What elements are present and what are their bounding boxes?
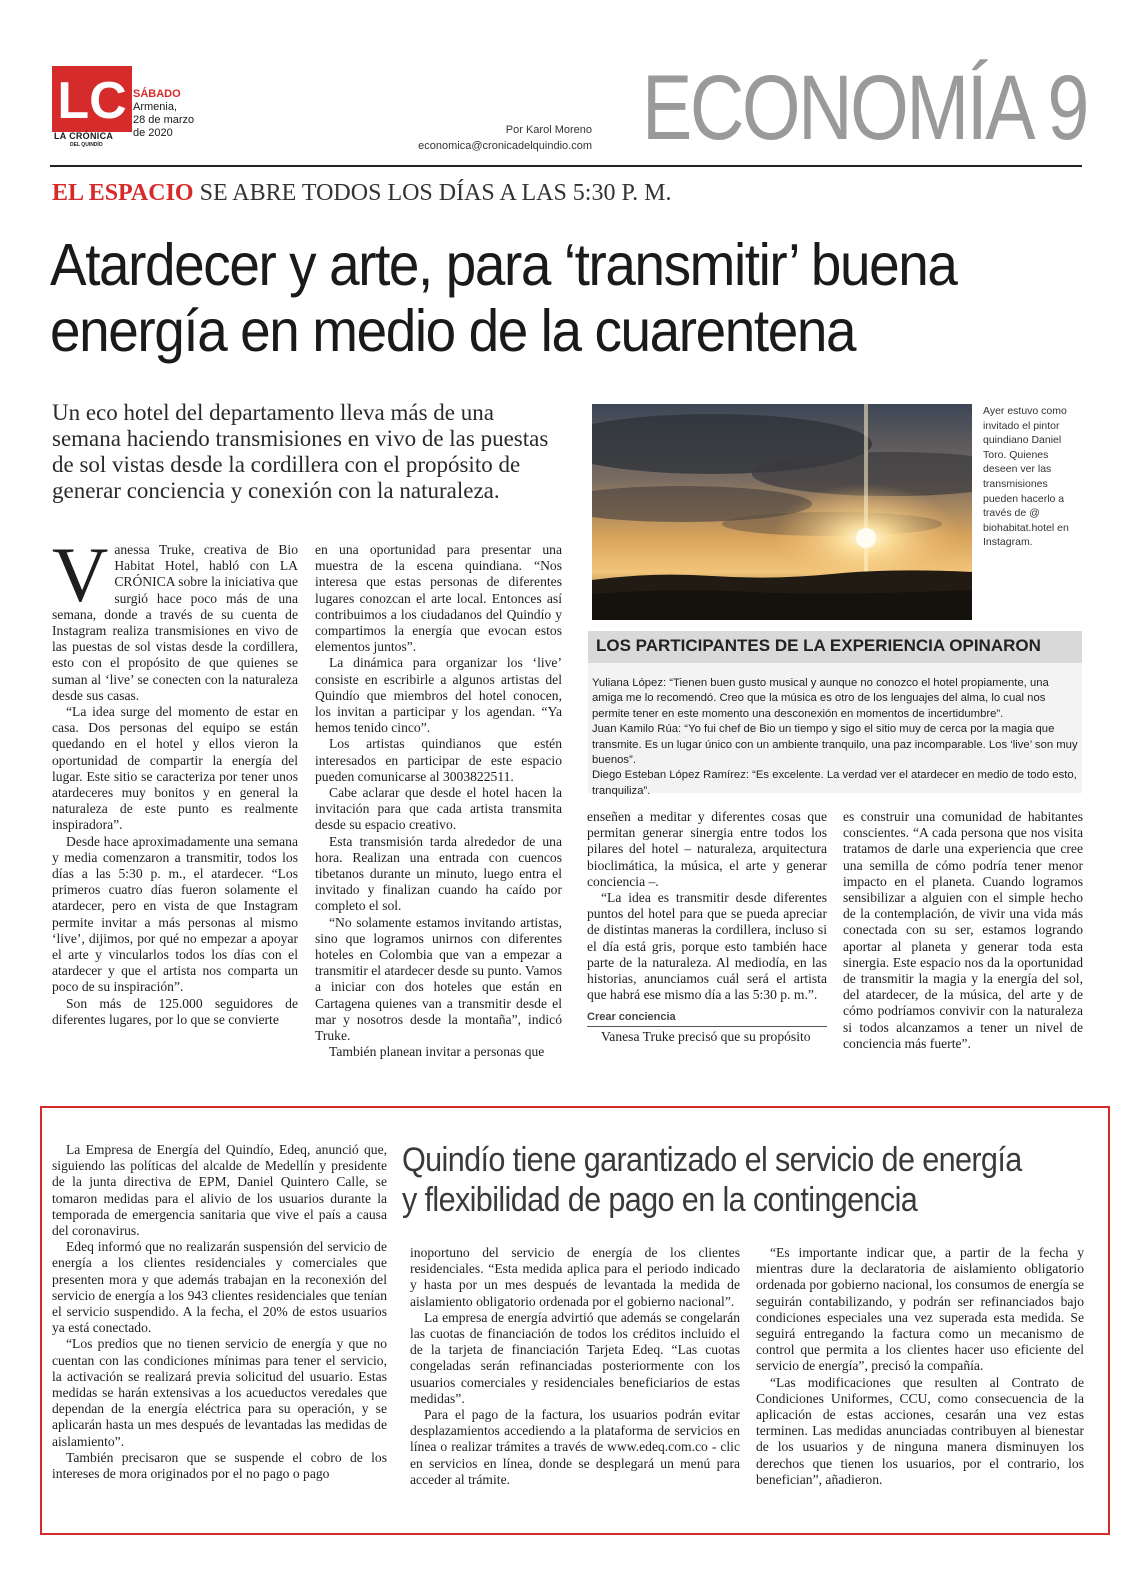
paragraph: Son más de 125.000 seguidores de diferentes lugares, por lo que se convierte [52, 995, 298, 1027]
article-deck: Un eco hotel del departamento lleva más de una semana haciendo transmisiones en vivo de las puestas de sol vistas desde la cordillera con el propósito de generar conciencia y conexión con la naturaleza. [52, 400, 549, 503]
kicker-highlight: EL ESPACIO [52, 180, 194, 206]
issue-city: Armenia, [133, 101, 178, 113]
logo-letters: LC [57, 72, 127, 130]
paragraph: Cabe aclarar que desde el hotel hacen la invitación para que cada artista transmita desde su espacio creativo. [315, 785, 562, 833]
kicker-text: SE ABRE TODOS LOS DÍAS A LAS 5:30 P. M. [199, 180, 672, 206]
drop-cap: V [52, 531, 109, 618]
issue-day: SÁBADO [133, 88, 181, 100]
paragraph: “Los predios que no tienen servicio de energía y que no cuentan con las condiciones mínimas para tener el servicio, la activación se realizará previa solicitud del usuario. Estas medidas se harán extensivas a los acueductos veredales que dependan de la energía eléctrica para su operación, y se aplicarán hasta un mes después de levantadas las medidas de aislamiento”. [52, 1336, 387, 1449]
logo-name: LA CRÓNICA [54, 131, 114, 141]
testimonial: Diego Esteban López Ramírez: “Es excelente. La verdad ver el atardecer en medio de todo esto, tranquiliza”. [592, 769, 1077, 797]
byline [418, 122, 592, 154]
author: Por Karol Moreno [505, 124, 592, 136]
author-email: economica@cronicadelquindio.com [418, 140, 592, 152]
kicker [52, 180, 672, 207]
energy-column-1 [52, 1142, 387, 1482]
energy-headline-line-2: y flexibilidad de pago en la contingencia [402, 1181, 918, 1219]
energy-column-2 [410, 1245, 740, 1488]
energy-column-3 [756, 1245, 1084, 1488]
paragraph: “La idea surge del momento de estar en casa. Dos personas del equipo se están quedando en el hotel y ellos vieron la oportunidad de compartir la energía del lugar. Este sitio se caracteriza por tener unos atardeceres muy bonitos y en general la naturaleza de este punto es realmente inspiradora”. [52, 704, 298, 833]
paragraph: La dinámica para organizar los ‘live’ consiste en escribirle a algunos artistas del Quindío que miembros del hotel conocen, los invitan a participar y los agendan. “Ya hemos tenido cinco”. [315, 655, 562, 736]
header-divider [50, 165, 1082, 167]
testimonials-title: LOS PARTICIPANTES DE LA EXPERIENCIA OPINARON [596, 636, 1041, 655]
paragraph: Esta transmisión tarda alrededor de una hora. Realizan una entrada con cuencos tibetanos durante un minuto, luego entra el invitado y finalizan cuando ha caído por completo el sol. [315, 833, 562, 914]
la-cronica-logo [52, 66, 132, 132]
testimonial: Juan Kamilo Rúa: “Yo fui chef de Bio un tiempo y sigo el sitio muy de cerca por la magia que transmite. Es un lugar único con un ambiente tranquilo, una paz incomparable. Los ‘live’ son muy buenos”. [592, 723, 1078, 767]
energy-headline-line-1: Quindío tiene garantizado el servicio de energía [402, 1141, 1022, 1179]
article-column-3 [587, 809, 827, 1045]
paragraph: También planean invitar a personas que [329, 1044, 545, 1060]
energy-headline [402, 1140, 1023, 1220]
section-subhead: Crear conciencia [587, 1011, 676, 1024]
paragraph: La empresa de energía advirtió que además se congelarán las cuotas de financiación de todos los créditos incluido el de la tarjeta de financiación Tarjeta Edeq. “Las cuotas congeladas serán refinanciadas posteriormente con los usuarios comerciales y residenciales beneficiarios de estas medidas”. [410, 1309, 740, 1406]
issue-date-line1: 28 de marzo [133, 114, 195, 126]
photo-caption: Ayer estuvo como invitado el pintor quindiano Daniel Toro. Quienes deseen ver las transmisiones pueden hacerlo a través de @ biohabitat.hotel en Instagram. [983, 405, 1069, 549]
sunset-photo [592, 404, 972, 620]
paragraph: Para el pago de la factura, los usuarios podrán evitar desplazamientos accediendo a la plataforma de servicios en línea o realizar trámites a través de www.edeq.com.co - clic en servicios en línea, donde se desplegará un menú para acceder al trámite. [410, 1407, 740, 1487]
article-headline [50, 232, 1036, 364]
paragraph: anessa Truke, creativa de Bio Habitat Hotel, habló con LA CRÓNICA sobre la iniciativa que surgió hace poco más de una semana, donde a través de su cuenta de Instagram realiza transmisiones en vivo de las puestas de sol vistas desde la cordillera, esto con el propósito de que quienes se suman al ‘live’ se conecten con la naturaleza desde sus casas. [52, 542, 298, 703]
logo-subname: DEL QUINDÍO [70, 142, 103, 148]
paragraph: Los artistas quindianos que estén interesados en participar de este espacio pueden comunicarse al 3003822511. [315, 736, 562, 784]
paragraph: “No solamente estamos invitando artistas, sino que logramos unirnos con diferentes hoteles en Colombia que van a empezar a transmitir el atardecer desde su punto. Vamos a iniciar con dos hoteles que están en Cartagena quienes van a transmitir desde el mar y nosotros desde la montaña”, indicó Truke. [315, 914, 563, 1044]
paragraph: Desde hace aproximadamente una semana y media comenzaron a transmitir, todos los días a las 5:30 p. m., el atardecer. “Los primeros cuatro días fueron solamente el atardecer, pero en vista de que Instagram permite invitar a más personas al mismo ‘live’, dijimos, por qué no empezar a apoyar el arte y vincularlos todos los días con el atardecer y que el artista nos comparta un poco de su inspiración”. [52, 833, 298, 995]
paragraph: Edeq informó que no realizarán suspensión del servicio de energía a los clientes residenciales y comerciales que presenten mora y que además trabajan en la reconexión del servicio de energía a los 943 clientes residenciales que tenían el servicio suspendido. A la fecha, el 20% de estos usuarios ya está conectado. [52, 1239, 387, 1336]
testimonial: Yuliana López: “Tienen buen gusto musical y aunque no conozco el hotel propiamente, una amiga me lo recomendó. Creo que la música es otro de los lenguajes del alma, lo cual nos permite tener en este momento una desconexión en momentos de incertidumbre”. [592, 677, 1049, 720]
headline-line-2: energía en medio de la cuarentena [50, 298, 856, 364]
section-title: ECONOMÍA 9 [642, 57, 1087, 159]
paragraph: Vanesa Truke precisó que su propósito [601, 1028, 811, 1044]
testimonials-list [592, 676, 1078, 799]
paragraph: es construir una comunidad de habitantes conscientes. “A cada persona que nos visita tratamos de darle una experiencia que cree una semilla de cómo podría tener menor impacto en el planeta. Cuando logramos sensibilizar a alguien con el simple hecho de la contemplación, de vivir una vida más conectada con su ser, estamos logrando aportar al planeta y generar toda esta sinergia. Este espacio nos da la oportunidad de transmitir la magia y la energía del sol, del atardecer, de la música, del arte y de cómo podríamos convivir con la naturaleza si todos alcanzamos a tener un nivel de conciencia más fuerte”. [843, 809, 1083, 1051]
paragraph: “Las modificaciones que resulten al Contrato de Condiciones Uniformes, CCU, como consecuencia de la aplicación de estas acciones, cesarán una vez estas terminen. Las medidas anunciadas contribuyen al bienestar de los usuarios y de ninguna manera disminuyen los derechos que tienen los usuarios, por el contrario, los benefician”, añadieron. [756, 1374, 1084, 1487]
paragraph: en una oportunidad para presentar una muestra de la escena quindiana. “Nos interesa que estas personas de diferentes lugares conozcan el arte local. Entonces así contribuimos a los ciudadanos del Quindío y compartimos la energía que evocan estos elementos juntos”. [315, 542, 562, 655]
paragraph: inoportuno del servicio de energía de los clientes residenciales. “Esta medida aplica para el periodo indicado y hasta por un mes después de levantada la medida de aislamiento obligatorio ordenada por el gobierno nacional”. [410, 1245, 740, 1309]
article-column-2 [315, 542, 562, 1061]
issue-date-line2: de 2020 [133, 127, 173, 139]
paragraph: “La idea es transmitir desde diferentes puntos del hotel para que se pueda apreciar de distintas maneras la cordillera, incluso si el día está gris, porque esto también hace parte de la naturaleza. Al mediodía, en las historias, anunciamos cuál será el artista que habrá ese mismo día a las 5:30 p. m.”. [587, 890, 827, 1003]
article-column-1 [52, 531, 298, 1028]
paragraph: “Es importante indicar que, a partir de la fecha y mientras dure la declaratoria de aislamiento obligatorio ordenada por gobierno nacional, los consumos de energía se seguirán contabilizando, y podrán ser refinanciados bajo condiciones especiales una vez superada esta medida. Se seguirá entregando la factura como un mecanismo de control que permita a los clientes hacer uso eficiente del servicio de energía”, precisó la compañía. [756, 1245, 1084, 1374]
paragraph: enseñen a meditar y diferentes cosas que permitan generar sinergia entre todos los pilares del hotel – naturaleza, arquitectura bioclimática, la música, el arte y generar conciencia –. [587, 809, 827, 889]
paragraph: También precisaron que se suspende el cobro de los intereses de mora originados por el no pago o pago [52, 1449, 387, 1482]
subhead-rule [587, 1026, 827, 1027]
article-column-4 [843, 809, 1083, 1052]
paragraph: La Empresa de Energía del Quindío, Edeq, anunció que, siguiendo las políticas del alcalde de Medellín y presidente de la junta directiva de EPM, Daniel Quintero Calle, se tomaron medidas para el alivio de los usuarios durante la temporada de emergencia sanitaria que vive el país a causa del coronavirus. [52, 1142, 387, 1239]
headline-line-1: Atardecer y arte, para ‘transmitir’ buena [50, 232, 957, 298]
issue-date [133, 88, 194, 140]
